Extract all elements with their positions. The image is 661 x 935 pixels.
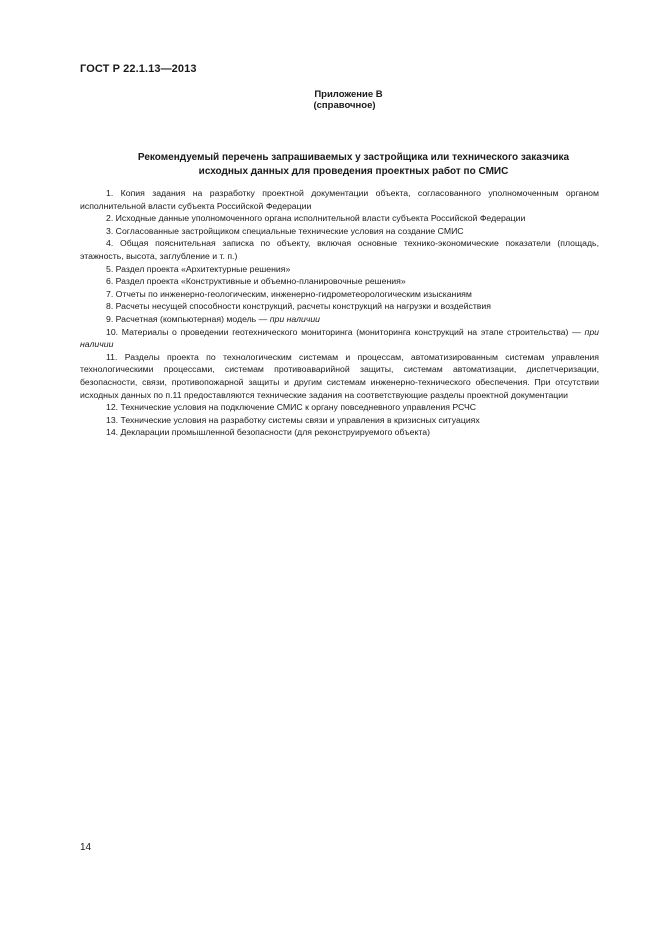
item-text: Общая пояснительная записка по объекту, включая основные технико-экономические показатели (площадь, этажность, высота, заглубление и т. п.) [80,238,599,261]
item-number: 9. [106,313,114,324]
item-number: 11. [106,351,118,362]
list-item [80,263,599,276]
item-number: 6. [106,276,114,287]
appendix-heading [0,89,661,111]
section-title [80,151,627,179]
page-number: 14 [80,842,92,853]
item-number: 10. [106,326,119,337]
item-text: Расчетная (компьютерная) модель — [115,313,270,324]
list-item [80,401,599,414]
item-number: 1. [106,188,114,198]
list-item [80,326,599,351]
item-text: Материалы о проведении геотехнического мониторинга (мониторинга конструкций на этапе строительства) — [121,326,585,337]
item-text: Раздел проекта «Архитектурные решения» [115,263,291,274]
requirements-list [80,187,599,439]
list-item [80,225,599,238]
item-number: 4. [106,238,114,249]
item-text: Исходные данные уполномоченного органа исполнительной власти субъекта Российской Федерации [115,213,526,224]
item-text: Технические условия на подключение СМИС к органу повседневного управления РСЧС [120,402,477,413]
item-number: 12. [106,402,119,413]
list-item [80,313,599,326]
section-title-line-1: Рекомендуемый перечень запрашиваемых у застройщика или технического заказчика [137,152,570,163]
item-number: 5. [106,263,114,274]
item-text: Согласованные застройщиком специальные технические условия на создание СМИС [115,225,464,236]
item-number: 2. [106,213,114,224]
section-title-line-2: исходных данных для проведения проектных работ по СМИС [198,166,509,177]
list-item [80,275,599,288]
item-number: 7. [106,288,114,299]
list-item [80,237,599,262]
item-note: при наличии [80,326,599,350]
item-number: 13. [106,414,119,425]
item-text: Раздел проекта «Конструктивные и объемно-планировочные решения» [115,276,406,287]
item-note: при наличии [269,313,320,324]
list-item [80,351,599,401]
list-item [80,212,599,225]
item-text: Отчеты по инженерно-геологическим, инженерно-гидрометеорологическим изысканиям [115,288,472,299]
list-item [80,288,599,301]
item-number: 3. [106,225,114,236]
item-number: 14. [106,427,119,438]
item-number: 8. [106,301,114,312]
item-text: Расчеты несущей способности конструкций, расчеты конструкций на нагрузки и воздействия [115,301,491,312]
item-text: Декларации промышленной безопасности (для реконструируемого объекта) [120,427,430,438]
list-item [80,300,599,313]
item-text: Технические условия на разработку системы связи и управления в кризисных ситуациях [120,414,480,425]
document-code: ГОСТ Р 22.1.13—2013 [80,63,197,75]
list-item [80,187,599,212]
list-item [80,426,599,439]
appendix-title: Приложение В [314,89,383,100]
list-item [80,414,599,427]
item-text: Копия задания на разработку проектной документации объекта, согласованного уполномоченным органом исполнительной власти субъекта Российской Федерации [80,188,599,211]
item-text: Разделы проекта по технологическим системам и процессам, автоматизированным системам управления технологическими процессами, системам противоаварийной защиты, системам автоматизации, диспетчеризации, безопасности, связи, противопожарной защиты и другим системам инженерно-технического обеспечения. При отсутствии исходных данных по п.11 предоставляются технические задания на соответствующие разделы проектной документации [80,351,599,400]
appendix-subtitle: (справочное) [313,100,376,111]
